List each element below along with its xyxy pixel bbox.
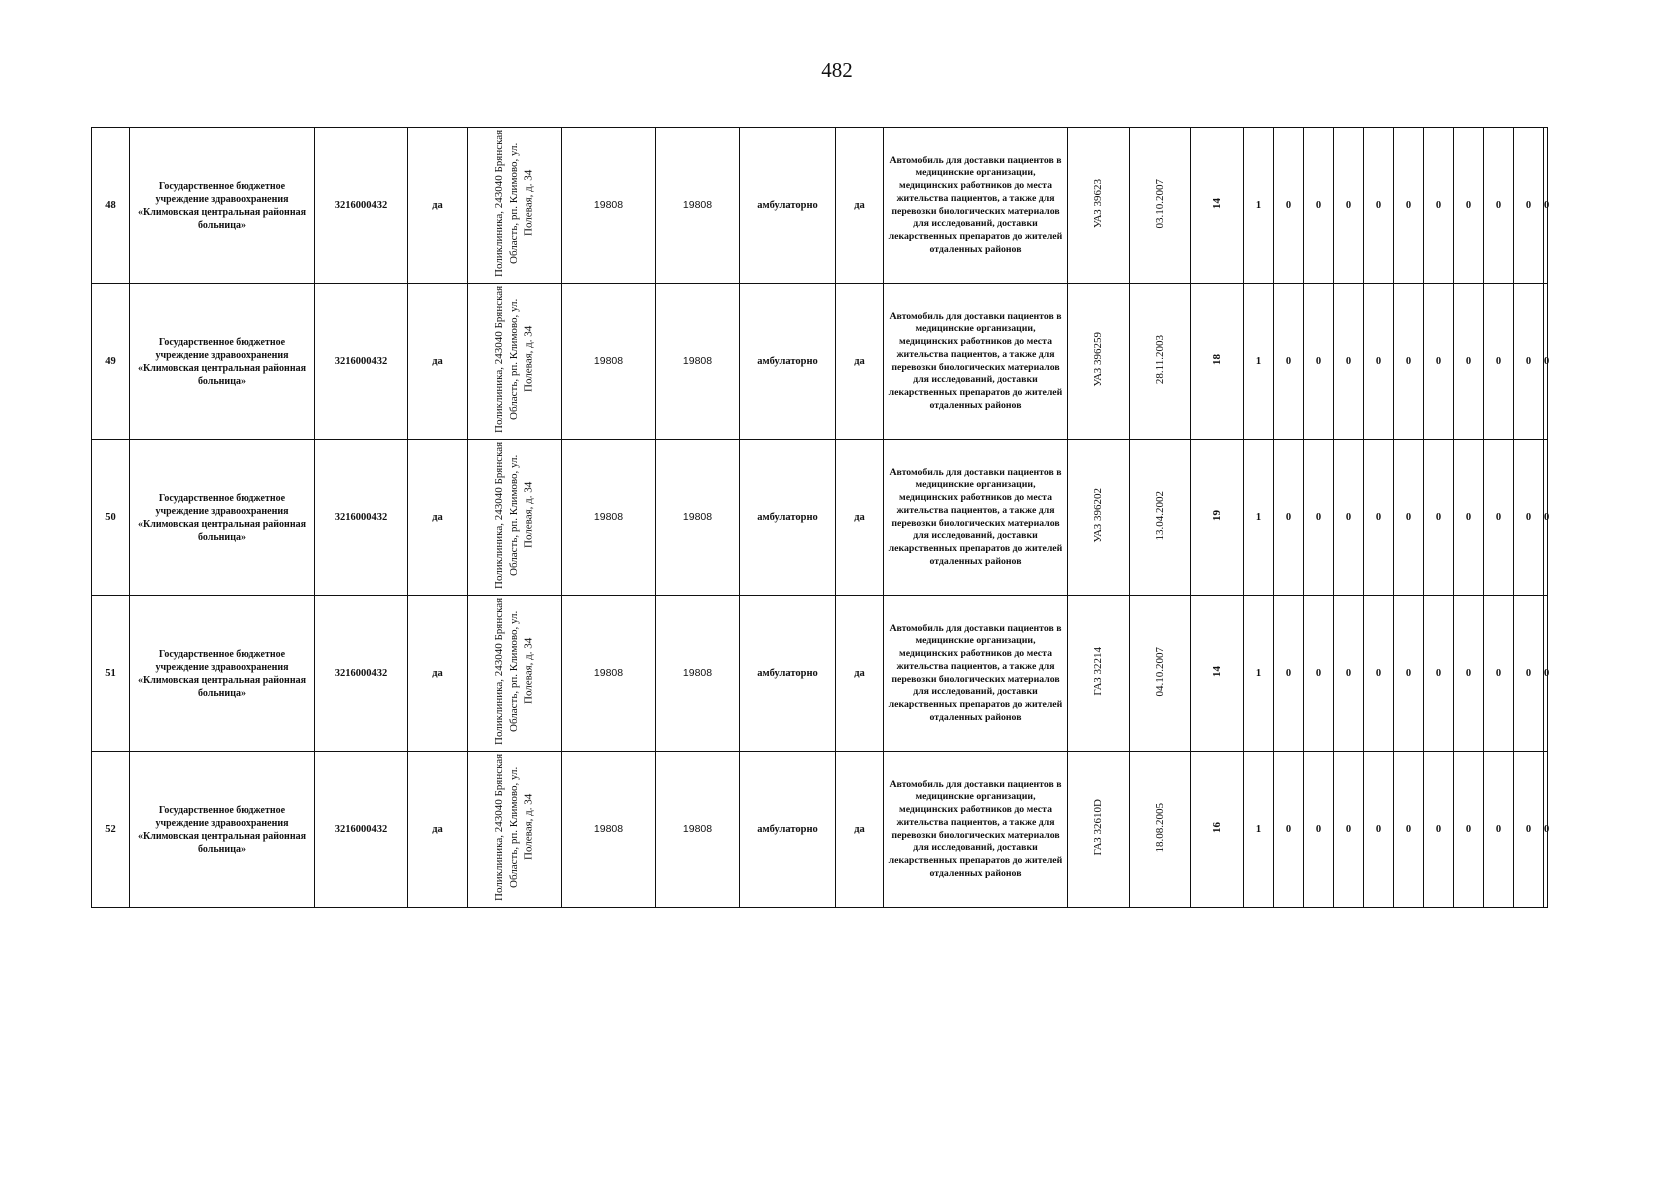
address-text: Поликлиника, 243040 Брянская Область, рп. Климово, ул. Полевая, д. 34 (493, 597, 535, 746)
address-text: Поликлиника, 243040 Брянская Область, рп. Климово, ул. Полевая, д. 34 (493, 285, 535, 434)
count-cell: 0 (1394, 128, 1424, 284)
vehicle-model-cell (1068, 440, 1130, 596)
flag-cell: да (408, 440, 468, 596)
count-cell: 0 (1394, 752, 1424, 908)
date-text: 03.10.2007 (1153, 178, 1166, 229)
age-text: 14 (1210, 197, 1223, 209)
address-text: Поликлиника, 243040 Брянская Область, рп. Климово, ул. Полевая, д. 34 (493, 753, 535, 902)
count-cell: 0 (1514, 752, 1544, 908)
vehicle-register-table (91, 127, 1548, 908)
care-type-cell: амбулаторно (740, 440, 836, 596)
flag-cell: да (408, 752, 468, 908)
inn-cell: 3216000432 (315, 752, 408, 908)
count-cell: 0 (1454, 596, 1484, 752)
count-cell: 1 (1244, 128, 1274, 284)
row-number-cell: 48 (92, 128, 130, 284)
flag-cell: да (408, 128, 468, 284)
count-cell: 0 (1544, 128, 1548, 284)
count-cell: 0 (1424, 752, 1454, 908)
count-cell: 0 (1424, 440, 1454, 596)
value-cell-2: 19808 (656, 284, 740, 440)
count-cell: 0 (1454, 284, 1484, 440)
flag-cell-2: да (836, 596, 884, 752)
count-cell: 0 (1454, 440, 1484, 596)
organization-cell: Государственное бюджетное учреждение здравоохранения «Климовская центральная районная больница» (130, 440, 315, 596)
value-cell-2: 19808 (656, 440, 740, 596)
purpose-cell: Автомобиль для доставки пациентов в медицинские организации, медицинских работников до места жительства пациентов, а также для перевозки биологических материалов для исследований, доставки лекарственных препаратов до жителей отдаленных районов (884, 284, 1068, 440)
address-text: Поликлиника, 243040 Брянская Область, рп. Климово, ул. Полевая, д. 34 (493, 129, 535, 278)
count-cell: 0 (1274, 128, 1304, 284)
age-text: 18 (1210, 353, 1223, 365)
count-cell: 0 (1454, 128, 1484, 284)
vehicle-model-text: ГАЗ 32610D (1092, 799, 1105, 856)
table-row (92, 440, 1548, 596)
table-row (92, 128, 1548, 284)
count-cell: 0 (1514, 128, 1544, 284)
count-cell: 0 (1274, 440, 1304, 596)
inn-cell: 3216000432 (315, 128, 408, 284)
date-text: 04.10.2007 (1153, 646, 1166, 697)
flag-cell-2: да (836, 752, 884, 908)
address-text: Поликлиника, 243040 Брянская Область, рп. Климово, ул. Полевая, д. 34 (493, 441, 535, 590)
count-cell: 0 (1304, 752, 1334, 908)
count-cell: 0 (1484, 128, 1514, 284)
care-type-cell: амбулаторно (740, 596, 836, 752)
count-cell: 0 (1544, 596, 1548, 752)
vehicle-model-text: УАЗ 39623 (1092, 178, 1105, 228)
value-cell-1: 19808 (562, 752, 656, 908)
flag-cell: да (408, 596, 468, 752)
count-cell: 0 (1304, 284, 1334, 440)
count-cell: 0 (1274, 752, 1304, 908)
age-text: 14 (1210, 665, 1223, 677)
organization-cell: Государственное бюджетное учреждение здравоохранения «Климовская центральная районная больница» (130, 596, 315, 752)
age-cell (1191, 596, 1244, 752)
row-number-cell: 51 (92, 596, 130, 752)
care-type-cell: амбулаторно (740, 128, 836, 284)
count-cell: 0 (1484, 440, 1514, 596)
date-cell (1130, 284, 1191, 440)
value-cell-1: 19808 (562, 284, 656, 440)
count-cell: 0 (1394, 284, 1424, 440)
date-cell (1130, 752, 1191, 908)
count-cell: 0 (1334, 596, 1364, 752)
date-text: 13.04.2002 (1153, 490, 1166, 541)
age-cell (1191, 752, 1244, 908)
vehicle-model-cell (1068, 284, 1130, 440)
count-cell: 0 (1454, 752, 1484, 908)
age-cell (1191, 284, 1244, 440)
page-number: 482 (821, 58, 853, 82)
count-cell: 0 (1304, 596, 1334, 752)
count-cell: 0 (1394, 596, 1424, 752)
count-cell: 0 (1484, 752, 1514, 908)
value-cell-1: 19808 (562, 596, 656, 752)
date-cell (1130, 440, 1191, 596)
count-cell: 0 (1484, 596, 1514, 752)
age-text: 16 (1210, 821, 1223, 833)
row-number-cell: 52 (92, 752, 130, 908)
count-cell: 0 (1334, 752, 1364, 908)
count-cell: 0 (1544, 752, 1548, 908)
count-cell: 0 (1364, 284, 1394, 440)
count-cell: 0 (1484, 284, 1514, 440)
date-cell (1130, 596, 1191, 752)
age-cell (1191, 440, 1244, 596)
age-text: 19 (1210, 509, 1223, 521)
inn-cell: 3216000432 (315, 440, 408, 596)
value-cell-1: 19808 (562, 440, 656, 596)
value-cell-1: 19808 (562, 128, 656, 284)
count-cell: 0 (1394, 440, 1424, 596)
count-cell: 0 (1514, 284, 1544, 440)
count-cell: 0 (1274, 596, 1304, 752)
count-cell: 0 (1514, 440, 1544, 596)
count-cell: 0 (1304, 440, 1334, 596)
address-cell (468, 596, 562, 752)
count-cell: 0 (1364, 752, 1394, 908)
inn-cell: 3216000432 (315, 596, 408, 752)
vehicle-model-cell (1068, 128, 1130, 284)
organization-cell: Государственное бюджетное учреждение здравоохранения «Климовская центральная районная больница» (130, 128, 315, 284)
count-cell: 1 (1244, 596, 1274, 752)
count-cell: 1 (1244, 284, 1274, 440)
count-cell: 0 (1334, 128, 1364, 284)
count-cell: 0 (1544, 284, 1548, 440)
count-cell: 0 (1364, 440, 1394, 596)
address-cell (468, 752, 562, 908)
row-number-cell: 49 (92, 284, 130, 440)
organization-cell: Государственное бюджетное учреждение здравоохранения «Климовская центральная районная больница» (130, 284, 315, 440)
count-cell: 0 (1334, 284, 1364, 440)
care-type-cell: амбулаторно (740, 752, 836, 908)
care-type-cell: амбулаторно (740, 284, 836, 440)
vehicle-model-cell (1068, 596, 1130, 752)
address-cell (468, 284, 562, 440)
purpose-cell: Автомобиль для доставки пациентов в медицинские организации, медицинских работников до места жительства пациентов, а также для перевозки биологических материалов для исследований, доставки лекарственных препаратов до жителей отдаленных районов (884, 128, 1068, 284)
flag-cell-2: да (836, 440, 884, 596)
date-cell (1130, 128, 1191, 284)
count-cell: 1 (1244, 752, 1274, 908)
count-cell: 0 (1274, 284, 1304, 440)
organization-cell: Государственное бюджетное учреждение здравоохранения «Климовская центральная районная больница» (130, 752, 315, 908)
date-text: 28.11.2003 (1153, 334, 1166, 384)
value-cell-2: 19808 (656, 596, 740, 752)
vehicle-model-text: УАЗ 396259 (1092, 332, 1105, 387)
address-cell (468, 128, 562, 284)
count-cell: 0 (1514, 596, 1544, 752)
count-cell: 0 (1364, 596, 1394, 752)
count-cell: 0 (1424, 128, 1454, 284)
purpose-cell: Автомобиль для доставки пациентов в медицинские организации, медицинских работников до места жительства пациентов, а также для перевозки биологических материалов для исследований, доставки лекарственных препаратов до жителей отдаленных районов (884, 440, 1068, 596)
purpose-cell: Автомобиль для доставки пациентов в медицинские организации, медицинских работников до места жительства пациентов, а также для перевозки биологических материалов для исследований, доставки лекарственных препаратов до жителей отдаленных районов (884, 752, 1068, 908)
vehicle-model-cell (1068, 752, 1130, 908)
address-cell (468, 440, 562, 596)
date-text: 18.08.2005 (1153, 802, 1166, 853)
table-row (92, 284, 1548, 440)
table-row (92, 596, 1548, 752)
count-cell: 1 (1244, 440, 1274, 596)
flag-cell: да (408, 284, 468, 440)
count-cell: 0 (1334, 440, 1364, 596)
flag-cell-2: да (836, 284, 884, 440)
age-cell (1191, 128, 1244, 284)
count-cell: 0 (1424, 596, 1454, 752)
value-cell-2: 19808 (656, 128, 740, 284)
count-cell: 0 (1364, 128, 1394, 284)
count-cell: 0 (1544, 440, 1548, 596)
flag-cell-2: да (836, 128, 884, 284)
table-row (92, 752, 1548, 908)
row-number-cell: 50 (92, 440, 130, 596)
count-cell: 0 (1304, 128, 1334, 284)
value-cell-2: 19808 (656, 752, 740, 908)
purpose-cell: Автомобиль для доставки пациентов в медицинские организации, медицинских работников до места жительства пациентов, а также для перевозки биологических материалов для исследований, доставки лекарственных препаратов до жителей отдаленных районов (884, 596, 1068, 752)
count-cell: 0 (1424, 284, 1454, 440)
vehicle-model-text: УАЗ 396202 (1092, 488, 1105, 543)
inn-cell: 3216000432 (315, 284, 408, 440)
vehicle-model-text: ГАЗ 32214 (1092, 647, 1105, 696)
register-body (92, 128, 1548, 908)
